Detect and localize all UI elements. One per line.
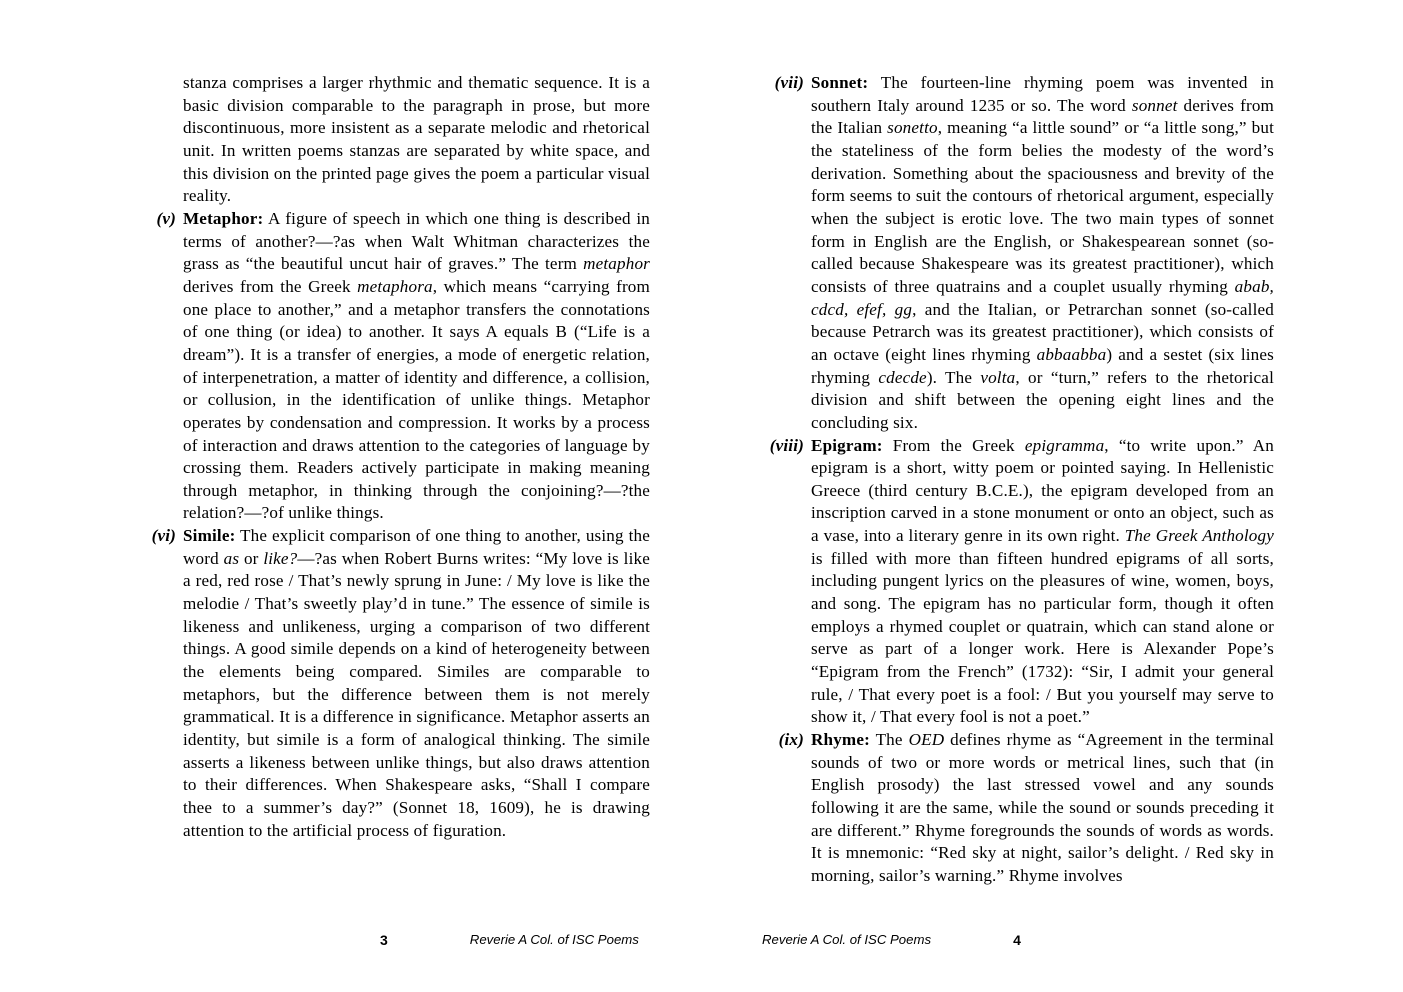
list-marker-vii: (vii) [774,73,804,92]
definition-rhyme: The OED defines rhyme as “Agreement in the terminal sounds of two or more words or metrical lines, such that (in English prosody) the last stressed vowel and any sounds following it are the same, while the sound or sounds preceding it are different.” Rhyme foregrounds the sounds of words as words. It is mnemonic: “Red sky at night, sailor’s delight. / Red sky in morning, sailor’s warning.” Rhyme involves [811,730,1274,885]
term-rhyme: Rhyme: [811,730,870,750]
list-marker-v: (v) [156,208,176,228]
running-head-right: Reverie A Col. of ISC Poems [762,932,932,947]
page-left-text-body [140,72,650,842]
page-number-left: 3 [380,932,388,948]
list-item-sonnet [762,72,1274,435]
list-item-epigram [762,435,1274,730]
page-left [140,0,650,992]
list-marker-viii: (viii) [769,435,804,455]
paragraph-stanza-continuation: stanza comprises a larger rhythmic and thematic sequence. It is a basic division comparable to the paragraph in prose, but more discontinuous, more insistent as a separate melodic and rhetorical unit. In written poems stanzas are separated by white space, and this division on the printed page gives the poem a particular visual reality. [183,73,650,206]
list-marker-vi: (vi) [151,526,176,546]
term-simile: Simile: [183,526,236,546]
list-marker-ix: (ix) [778,730,804,750]
term-sonnet: Sonnet: [811,73,869,92]
page-left-footer [140,928,650,952]
list-item-rhyme [762,729,1274,888]
page-number-right: 4 [1013,932,1021,948]
definition-simile: The explicit comparison of one thing to another, using the word as or like?—?as when Robert Burns writes: “My love is like a red, red rose / That’s newly sprung in June: / My love is like the melodie / That’s sweetly play’d in tune.” The essence of simile is likeness and unlikeness, urging a comparison of two different things. A good simile depends on a kind of heterogeneity between the elements being compared. Similes are comparable to metaphors, but the difference between them is not merely grammatical. It is a difference in significance. Metaphor asserts an identity, but simile is a form of analogical thinking. The simile asserts a likeness between unlike things, but also draws attention to their differences. When Shakespeare asks, “Shall I compare thee to a summer’s day?” (Sonnet 18, 1609), he is drawing attention to the artificial process of figuration. [183,526,650,840]
term-epigram: Epigram: [811,435,883,455]
page-right-text-body [762,72,1274,888]
definition-metaphor: A figure of speech in which one thing is described in terms of another?—?as when Walt Whitman characterizes the grass as “the beautiful uncut hair of graves.” The term metaphor derives from the Greek metaphora, which means “carrying from one place to another,” and a metaphor transfers the connotations of one thing (or idea) to another. It says A equals B (“Life is a dream”). It is a transfer of energies, a mode of energetic relation, of interpenetration, a matter of identity and difference, a collision, or collusion, in the identification of unlike things. Metaphor operates by condensation and compression. It works by a process of interaction and draws attention to the categories of language by crossing them. Readers actively participate in making meaning through metaphor, in thinking through the conjoining?—?the relation?—?of unlike things. [183,208,650,523]
list-item-simile [140,525,650,842]
list-item-metaphor [140,208,650,525]
running-head-left: Reverie A Col. of ISC Poems [469,932,639,947]
page-right-footer [762,928,1274,952]
definition-sonnet: The fourteen-line rhyming poem was invented in southern Italy around 1235 or so. The word sonnet derives from the Italian sonetto, meaning “a little sound” or “a little song,” but the stateliness of the form belies the modesty of the word’s derivation. Something about the spaciousness and brevity of the form seems to suit the contours of rhetorical argument, especially when the subject is erotic love. The two main types of sonnet form in English are the English, or Shakespearean sonnet (so-called because Shakespeare was its greatest practitioner), which consists of three quatrains and a couplet usually rhyming abab, cdcd, efef, gg, and the Italian, or Petrarchan sonnet (so-called because Petrarch was its greatest practitioner), which consists of an octave (eight lines rhyming abbaabba) and a sestet (six lines rhyming cdecde). The volta, or “turn,” refers to the rhetorical division and shift between the opening eight lines and the concluding six. [811,73,1275,432]
term-metaphor: Metaphor: [183,208,264,228]
page-right [762,0,1274,992]
definition-epigram: From the Greek epigramma, “to write upon.” An epigram is a short, witty poem or pointed saying. In Hellenistic Greece (third century B.C.E.), the epigram developed from an inscription carved in a stone monument or onto an object, such as a vase, into a literary genre in its own right. The Greek Anthology is filled with more than fifteen hundred epigrams of all sorts, including pungent lyrics on the pleasures of wine, women, boys, and song. The epigram has no particular form, though it often employs a rhymed couplet or quatrain, which can stand alone or serve as part of a longer work. Here is Alexander Pope’s “Epigram from the French” (1732): “Sir, I admit your general rule, / That every poet is a fool: / But you yourself may serve to show it, / That every fool is not a poet.” [811,435,1274,727]
